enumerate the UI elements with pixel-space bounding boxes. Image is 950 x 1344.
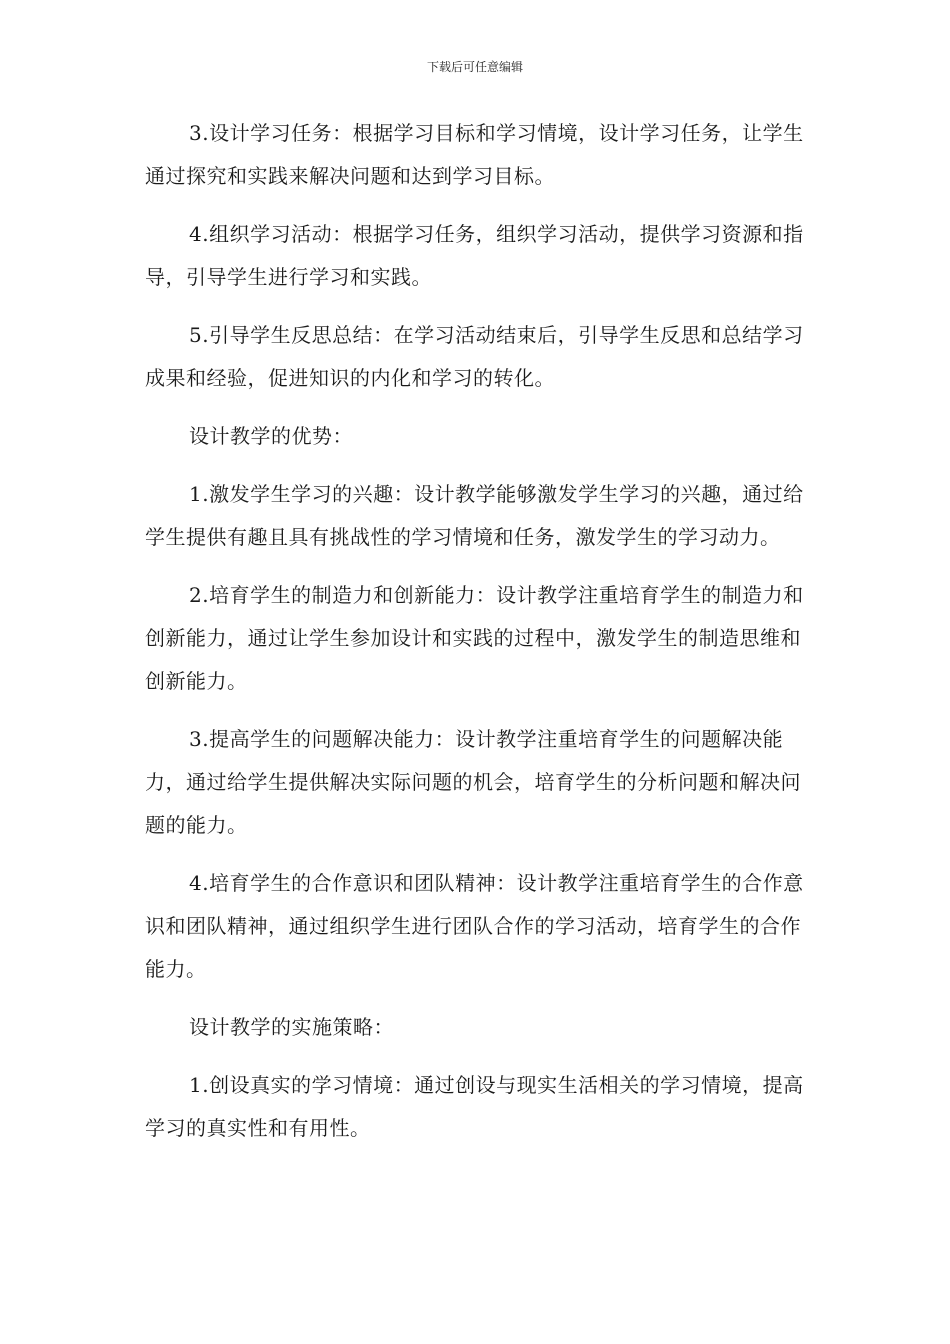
- paragraph-advantage-creativity: 2.培育学生的制造力和创新能力：设计教学注重培育学生的制造力和创新能力，通过让学生参加设计和实践的过程中，激发学生的制造思维和创新能力。: [145, 583, 804, 693]
- paragraph-advantage-problem-solving: 3.提高学生的问题解决能力：设计教学注重培育学生的问题解决能力，通过给学生提供解决实际问题的机会，培育学生的分析问题和解决问题的能力。: [145, 727, 801, 837]
- paragraph-advantage-interest: 1.激发学生学习的兴趣：设计教学能够激发学生学习的兴趣，通过给学生提供有趣且具有挑战性的学习情境和任务，激发学生的学习动力。: [145, 482, 804, 549]
- paragraph-strategy-real-context: 1.创设真实的学习情境：通过创设与现实生活相关的学习情境，提高学习的真实性和有用性。: [145, 1073, 804, 1140]
- paragraph-design-tasks: 3.设计学习任务：根据学习目标和学习情境，设计学习任务，让学生通过探究和实践来解决问题和达到学习目标。: [145, 121, 804, 188]
- heading-strategies: 设计教学的实施策略：: [189, 1015, 394, 1039]
- paragraph-organize-activities: 4.组织学习活动：根据学习任务，组织学习活动，提供学习资源和指导，引导学生进行学习和实践。: [145, 222, 804, 289]
- paragraph-reflection-summary: 5.引导学生反思总结：在学习活动结束后，引导学生反思和总结学习成果和经验，促进知识的内化和学习的转化。: [145, 323, 804, 390]
- document-body: [145, 112, 805, 1165]
- paragraph-advantage-teamwork: 4.培育学生的合作意识和团队精神：设计教学注重培育学生的合作意识和团队精神，通过组织学生进行团队合作的学习活动，培育学生的合作能力。: [145, 871, 804, 981]
- page-header: 下载后可任意编辑: [426, 60, 523, 74]
- heading-advantages: 设计教学的优势：: [189, 424, 353, 448]
